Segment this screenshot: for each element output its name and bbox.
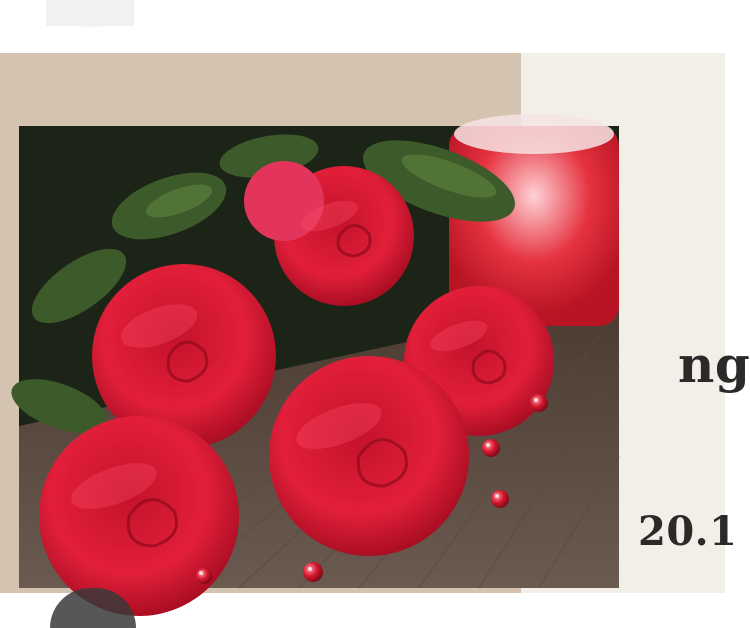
card-title-partial: ng <box>678 335 750 394</box>
app-logo-icon <box>46 0 134 26</box>
post-card[interactable] <box>0 53 750 593</box>
top-bar <box>0 0 725 53</box>
roses-photo[interactable] <box>19 126 619 588</box>
app-avatar[interactable] <box>46 0 134 26</box>
card-date-partial: 20.1 <box>638 508 738 555</box>
